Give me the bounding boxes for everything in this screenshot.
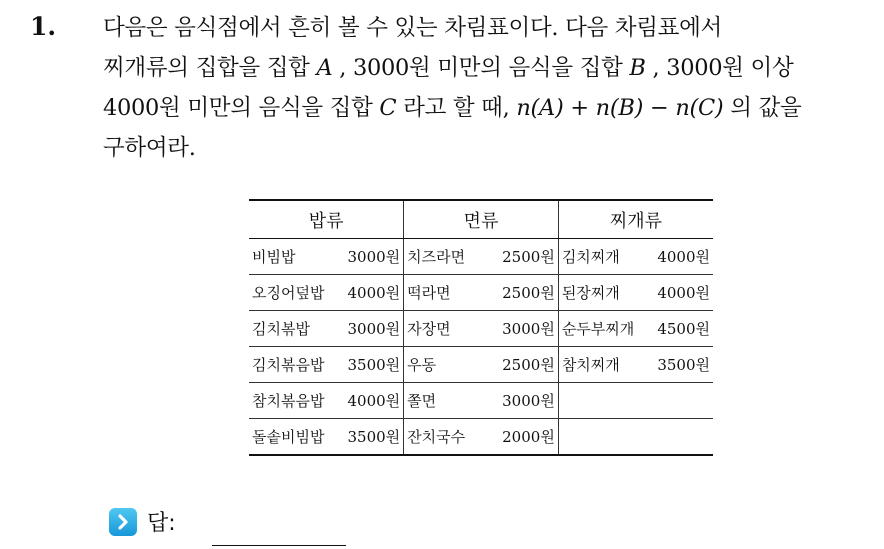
question-text-segment: 다음은 음식점에서 흔히 볼 수 있는 차림표이다. 다음 차림표에서 <box>103 15 722 41</box>
header-rice: 밥류 <box>249 200 404 239</box>
menu-item-price: 2500원 <box>502 284 555 302</box>
menu-item-name: 오징어덮밥 <box>252 284 325 302</box>
menu-item-name: 자장면 <box>407 320 451 338</box>
answer-label: 답: <box>147 511 176 536</box>
question-line <box>103 48 873 88</box>
menu-cell-noodles <box>404 275 559 311</box>
question-line <box>103 88 873 128</box>
menu-item-price: 3000원 <box>502 392 555 410</box>
question-line <box>103 8 873 48</box>
menu-item-price: 2500원 <box>502 248 555 266</box>
answer-area <box>109 506 176 537</box>
menu-cell-noodles <box>404 347 559 383</box>
table-row <box>249 239 713 275</box>
question-text-segment: 라고 할 때, <box>396 95 517 121</box>
menu-cell-rice <box>249 239 404 275</box>
question-text-segment: 의 값을 <box>723 95 802 121</box>
menu-item-price: 3500원 <box>347 428 401 446</box>
menu-item-price: 4000원 <box>657 284 710 302</box>
menu-item-name: 참치찌개 <box>561 356 620 374</box>
menu-item-name: 돌솥비빔밥 <box>252 428 325 446</box>
math-expression: n(A) + n(B) − n(C) <box>516 95 724 121</box>
menu-item-name: 순두부찌개 <box>561 320 635 338</box>
question-text-segment: 4000원 미만의 음식을 집합 <box>103 95 380 121</box>
menu-cell-stew <box>558 311 713 347</box>
menu-item-name: 치즈라면 <box>407 248 466 266</box>
menu-table <box>249 199 713 456</box>
menu-cell-rice <box>249 383 404 419</box>
math-expression: C <box>379 95 397 121</box>
menu-cell-rice <box>249 275 404 311</box>
menu-item-name: 김치찌개 <box>561 248 620 266</box>
menu-item-price: 3000원 <box>347 320 401 338</box>
menu-item-price: 3500원 <box>657 356 710 374</box>
table-row <box>249 347 713 383</box>
menu-cell-stew <box>558 347 713 383</box>
table-row <box>249 275 713 311</box>
question-text-segment: 찌개류의 집합을 집합 <box>103 55 317 81</box>
menu-item-price: 3000원 <box>347 248 401 266</box>
menu-cell-noodles <box>404 383 559 419</box>
menu-cell-stew <box>558 419 713 456</box>
math-expression: A <box>316 55 333 81</box>
menu-item-price: 2500원 <box>502 356 555 374</box>
header-noodles: 면류 <box>404 200 559 239</box>
table-row <box>249 311 713 347</box>
menu-item-price: 2000원 <box>502 428 555 446</box>
menu-cell-noodles <box>404 239 559 275</box>
menu-cell-rice <box>249 347 404 383</box>
menu-item-name: 비빔밥 <box>252 248 296 266</box>
question-text <box>103 8 873 168</box>
header-stew: 찌개류 <box>558 200 713 239</box>
menu-item-price: 3500원 <box>347 356 401 374</box>
menu-item-name: 김치볶음밥 <box>252 356 325 374</box>
question-number: 1. <box>30 12 57 41</box>
menu-item-name: 떡라면 <box>407 284 451 302</box>
menu-cell-stew <box>558 239 713 275</box>
menu-cell-rice <box>249 419 404 456</box>
menu-item-price: 4000원 <box>347 284 401 302</box>
menu-cell-noodles <box>404 419 559 456</box>
menu-item-price: 4500원 <box>657 320 710 338</box>
menu-cell-stew <box>558 383 713 419</box>
menu-item-name: 참치볶음밥 <box>252 392 325 410</box>
menu-item-price: 4000원 <box>657 248 710 266</box>
menu-cell-noodles <box>404 311 559 347</box>
menu-item-name: 된장찌개 <box>561 284 620 302</box>
question-text-segment: 구하여라. <box>103 135 196 161</box>
menu-item-price: 3000원 <box>502 320 555 338</box>
table-header-row <box>249 200 713 239</box>
question-text-segment: , 3000원 미만의 음식을 집합 <box>332 55 630 81</box>
menu-item-name: 잔치국수 <box>407 428 466 446</box>
math-expression: B <box>629 55 646 81</box>
table-row <box>249 419 713 456</box>
question-text-segment: , 3000원 이상 <box>645 55 794 81</box>
menu-item-price: 4000원 <box>347 392 401 410</box>
menu-item-name: 쫄면 <box>407 392 437 410</box>
menu-table-container <box>249 199 713 456</box>
chevron-right-icon <box>109 508 137 536</box>
table-row <box>249 383 713 419</box>
menu-item-name: 김치볶밥 <box>252 320 310 338</box>
menu-item-name: 우동 <box>407 356 437 374</box>
answer-blank[interactable] <box>212 545 346 546</box>
menu-cell-rice <box>249 311 404 347</box>
question-line <box>103 128 873 168</box>
menu-cell-stew <box>558 275 713 311</box>
